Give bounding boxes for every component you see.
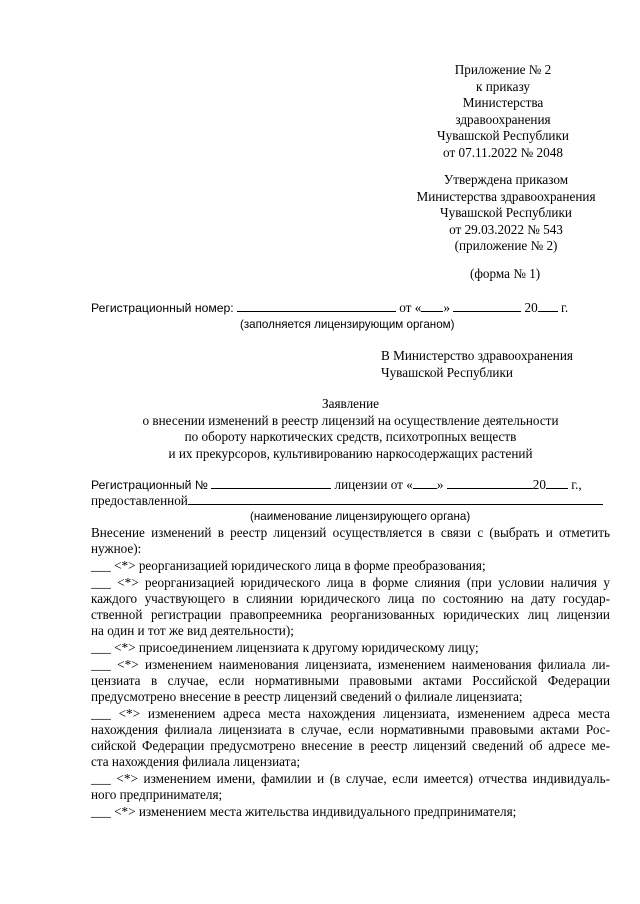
license-year-prefix: 20 [532, 477, 546, 492]
registration-year-suffix: г. [561, 300, 569, 315]
appendix-line: Чувашской Республики [437, 128, 569, 144]
license-line [91, 477, 582, 494]
list-item: ___ <*> изменением имени, фамилии и (в случае, если имеется) отчества индивидуаль- [91, 771, 610, 786]
list-item-cont: цензиата в случае, если нормативными правовыми актами Российской Федерации [91, 673, 610, 688]
intro-line: нужное): [91, 541, 142, 556]
registration-hint: (заполняется лицензирующим органом) [240, 318, 455, 331]
license-day-field[interactable] [413, 477, 437, 489]
list-item-cont: каждого участвующего в слиянии юридического лица по состоянию на дату государ- [91, 591, 610, 606]
title-line: о внесении изменений в реестр лицензий на осуществление деятельности [142, 412, 559, 428]
list-item: ___ <*> реорганизацией юридического лица в форме преобразования; [91, 558, 486, 573]
list-item: ___ <*> реорганизацией юридического лица в форме слияния (при условии наличия у [91, 575, 610, 590]
licensing-authority-field[interactable] [188, 493, 603, 505]
license-label: Регистрационный № [91, 478, 208, 492]
document-title [91, 396, 610, 462]
recipient-line: В Министерство здравоохранения [381, 348, 573, 363]
list-item-cont: на один и тот же вид деятельности); [91, 623, 294, 638]
recipient-block [381, 348, 573, 381]
approved-line: Утверждена приказом [443, 172, 569, 187]
approved-block [408, 172, 604, 255]
appendix-line: от 07.11.2022 № 2048 [443, 144, 563, 160]
registration-quote: » [443, 300, 450, 315]
license-year-suffix: г., [571, 477, 582, 492]
list-item: ___ <*> изменением места жительства индивидуального предпринимателя; [91, 804, 517, 819]
list-item-cont: предусмотрено внесение в реестр лицензий сведений о филиале лицензиата; [91, 689, 523, 704]
list-item-cont: ственной регистрации правопреемника реорганизованных юридических лиц лицензии [91, 607, 610, 622]
appendix-block [402, 62, 604, 162]
approved-line: (приложение № 2) [454, 238, 558, 254]
license-quote: » [436, 477, 444, 492]
approved-line: Министерства здравоохранения [416, 188, 596, 204]
appendix-line: к приказу [476, 78, 530, 94]
appendix-line: здравоохранения [455, 111, 551, 127]
approved-line: Чувашской Республики [440, 205, 572, 221]
appendix-line: Министерства [462, 95, 544, 111]
provided-line [91, 493, 603, 510]
license-month-field[interactable] [447, 477, 533, 489]
registration-label: Регистрационный номер: [91, 301, 234, 315]
license-number-field[interactable] [211, 477, 331, 489]
intro-line: Внесение изменений в реестр лицензий осуществляется в связи с (выбрать и отметить [91, 525, 610, 540]
list-item: ___ <*> присоединением лицензиата к другому юридическому лицу; [91, 640, 479, 655]
list-item: ___ <*> изменением адреса места нахождения лицензиата, изменением адреса места [91, 706, 610, 721]
provided-label: предоставленной [91, 493, 188, 508]
approved-line: от 29.03.2022 № 543 [449, 221, 563, 237]
list-item-cont: ста нахождения филиала лицензиата; [91, 754, 301, 769]
title-line: по обороту наркотических средств, психотропных веществ [184, 429, 517, 445]
registration-number-field[interactable] [237, 300, 396, 312]
provided-hint: (наименование лицензирующего органа) [250, 510, 471, 523]
list-item-cont: нахождения филиала лицензиата в случае, если нормативными правовыми актами Рос- [91, 722, 610, 737]
registration-year-field[interactable] [538, 300, 558, 312]
title-line: и их прекурсоров, культивированию наркосодержащих растений [168, 445, 533, 461]
list-item-cont: ного предпринимателя; [91, 787, 223, 802]
license-year-field[interactable] [546, 477, 568, 489]
list-item-cont: сийской Федерации предусмотрено внесение в реестр лицензий сведений об адресе ме- [91, 738, 610, 753]
title-line: Заявление [322, 396, 379, 411]
registration-day-field[interactable] [421, 300, 443, 312]
registration-line [91, 300, 568, 317]
license-middle: лицензии от « [334, 477, 413, 492]
form-label: (форма № 1) [470, 266, 541, 281]
registration-year-prefix: 20 [524, 300, 538, 315]
list-item: ___ <*> изменением наименования лицензиата, изменением наименования филиала ли- [91, 657, 610, 672]
recipient-line: Чувашской Республики [381, 364, 513, 380]
registration-from: от « [399, 300, 422, 315]
appendix-line: Приложение № 2 [454, 62, 552, 77]
registration-month-field[interactable] [453, 300, 521, 312]
